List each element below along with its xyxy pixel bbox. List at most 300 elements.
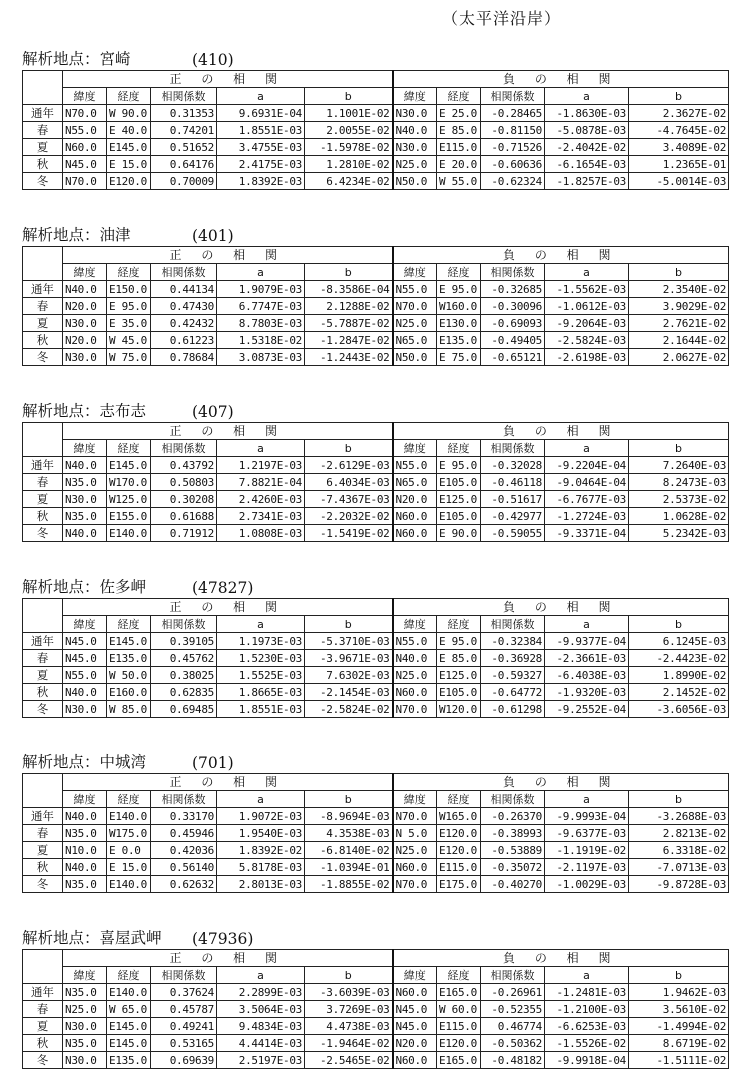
b-cell: 6.3318E-02 xyxy=(629,842,729,859)
lat-cell: N40.0 xyxy=(393,122,437,139)
lat-cell: N10.0 xyxy=(63,842,107,859)
coef-cell: -0.71526 xyxy=(481,139,545,156)
station-name: 解析地点：佐多岬 xyxy=(22,578,147,596)
lat-cell: N40.0 xyxy=(63,808,107,825)
coef-cell: 0.33170 xyxy=(151,808,217,825)
season-cell: 夏 xyxy=(23,315,63,332)
header-row-groups xyxy=(23,774,729,791)
lon-cell: E115.0 xyxy=(437,859,481,876)
lon-cell: E150.0 xyxy=(107,281,151,298)
station-name: 解析地点：油津 xyxy=(22,226,131,244)
b-cell: 7.2640E-03 xyxy=(629,457,729,474)
coef-cell: 0.42432 xyxy=(151,315,217,332)
correlation-table xyxy=(22,949,729,1069)
latitude-header: 緯度 xyxy=(63,967,107,984)
a-cell: -9.0464E-04 xyxy=(545,474,629,491)
b-cell: -3.9671E-03 xyxy=(305,650,393,667)
corner-cell xyxy=(23,440,63,457)
header-row-columns xyxy=(23,616,729,633)
station-heading xyxy=(22,224,728,246)
lat-cell: N40.0 xyxy=(63,525,107,542)
coefficient-header: 相関係数 xyxy=(481,264,545,281)
a-cell: -1.8257E-03 xyxy=(545,173,629,190)
header-row-columns xyxy=(23,967,729,984)
lat-cell: N55.0 xyxy=(63,667,107,684)
lat-cell: N55.0 xyxy=(393,281,437,298)
b-cell: -2.4423E-02 xyxy=(629,650,729,667)
lon-cell: E135.0 xyxy=(107,1052,151,1069)
lat-cell: N30.0 xyxy=(393,105,437,122)
table-row xyxy=(23,315,729,332)
lon-cell: E165.0 xyxy=(437,984,481,1001)
station-heading xyxy=(22,48,728,70)
coefficient-header: 相関係数 xyxy=(481,967,545,984)
longitude-header: 経度 xyxy=(437,264,481,281)
a-cell: -1.2724E-03 xyxy=(545,508,629,525)
lat-cell: N45.0 xyxy=(393,1018,437,1035)
coef-cell: -0.26961 xyxy=(481,984,545,1001)
corner-cell xyxy=(23,950,63,967)
negative-correlation-header: 負 の 相 関 xyxy=(393,247,729,264)
lat-cell: N65.0 xyxy=(393,332,437,349)
header-row-groups xyxy=(23,950,729,967)
coef-cell: 0.38025 xyxy=(151,667,217,684)
header-row-groups xyxy=(23,247,729,264)
coef-cell: -0.26370 xyxy=(481,808,545,825)
season-cell: 春 xyxy=(23,825,63,842)
season-cell: 秋 xyxy=(23,332,63,349)
lat-cell: N50.0 xyxy=(393,349,437,366)
lat-cell: N45.0 xyxy=(63,633,107,650)
lon-cell: E120.0 xyxy=(437,842,481,859)
lon-cell: E 40.0 xyxy=(107,122,151,139)
b-cell: 6.4234E-02 xyxy=(305,173,393,190)
season-cell: 秋 xyxy=(23,859,63,876)
b-cell: 4.3538E-03 xyxy=(305,825,393,842)
lon-cell: W 85.0 xyxy=(107,701,151,718)
lon-cell: E155.0 xyxy=(107,508,151,525)
b-cell: -2.5465E-02 xyxy=(305,1052,393,1069)
a-cell: -1.2481E-03 xyxy=(545,984,629,1001)
header-row-columns xyxy=(23,264,729,281)
lat-cell: N35.0 xyxy=(63,508,107,525)
longitude-header: 経度 xyxy=(107,440,151,457)
lon-cell: E 75.0 xyxy=(437,349,481,366)
table-row xyxy=(23,298,729,315)
coef-cell: 0.37624 xyxy=(151,984,217,1001)
lon-cell: W 45.0 xyxy=(107,332,151,349)
b-cell: 1.8990E-02 xyxy=(629,667,729,684)
season-cell: 春 xyxy=(23,122,63,139)
coef-cell: 0.49241 xyxy=(151,1018,217,1035)
a-header: a xyxy=(545,264,629,281)
table-row xyxy=(23,701,729,718)
correlation-table xyxy=(22,246,729,366)
a-cell: -2.6198E-03 xyxy=(545,349,629,366)
lon-cell: E120.0 xyxy=(437,825,481,842)
b-cell: -2.6129E-03 xyxy=(305,457,393,474)
coefficient-header: 相関係数 xyxy=(151,967,217,984)
b-cell: -1.0394E-01 xyxy=(305,859,393,876)
station-heading xyxy=(22,927,728,949)
lat-cell: N25.0 xyxy=(393,667,437,684)
lon-cell: E125.0 xyxy=(437,667,481,684)
coef-cell: 0.46774 xyxy=(481,1018,545,1035)
coef-cell: -0.50362 xyxy=(481,1035,545,1052)
coef-cell: -0.36928 xyxy=(481,650,545,667)
lon-cell: E120.0 xyxy=(107,173,151,190)
positive-correlation-header: 正 の 相 関 xyxy=(63,599,393,616)
a-cell: 1.8392E-03 xyxy=(217,173,305,190)
a-cell: 1.2197E-03 xyxy=(217,457,305,474)
lon-cell: E105.0 xyxy=(437,474,481,491)
longitude-header: 経度 xyxy=(107,616,151,633)
season-cell: 冬 xyxy=(23,876,63,893)
coef-cell: -0.69093 xyxy=(481,315,545,332)
corner-cell xyxy=(23,967,63,984)
table-row xyxy=(23,349,729,366)
coef-cell: -0.49405 xyxy=(481,332,545,349)
b-cell: -7.4367E-03 xyxy=(305,491,393,508)
coef-cell: 0.70009 xyxy=(151,173,217,190)
coefficient-header: 相関係数 xyxy=(151,616,217,633)
a-header: a xyxy=(545,616,629,633)
b-header: b xyxy=(629,88,729,105)
b-cell: 1.9462E-03 xyxy=(629,984,729,1001)
longitude-header: 経度 xyxy=(107,791,151,808)
b-cell: 6.4034E-03 xyxy=(305,474,393,491)
negative-correlation-header: 負 の 相 関 xyxy=(393,774,729,791)
a-cell: 1.8665E-03 xyxy=(217,684,305,701)
coefficient-header: 相関係数 xyxy=(151,88,217,105)
coef-cell: 0.62835 xyxy=(151,684,217,701)
lon-cell: W125.0 xyxy=(107,491,151,508)
table-row xyxy=(23,457,729,474)
lon-cell: E 85.0 xyxy=(437,122,481,139)
b-cell: -7.0713E-03 xyxy=(629,859,729,876)
season-cell: 春 xyxy=(23,474,63,491)
b-cell: 2.3627E-02 xyxy=(629,105,729,122)
lon-cell: E 95.0 xyxy=(437,281,481,298)
lon-cell: E105.0 xyxy=(437,684,481,701)
coef-cell: 0.62632 xyxy=(151,876,217,893)
lon-cell: E 20.0 xyxy=(437,156,481,173)
a-header: a xyxy=(217,88,305,105)
coef-cell: 0.61688 xyxy=(151,508,217,525)
a-cell: 2.4260E-03 xyxy=(217,491,305,508)
b-cell: 5.2342E-03 xyxy=(629,525,729,542)
lon-cell: W 60.0 xyxy=(437,1001,481,1018)
coef-cell: 0.42036 xyxy=(151,842,217,859)
a-cell: 1.8551E-03 xyxy=(217,701,305,718)
a-header: a xyxy=(217,791,305,808)
b-cell: 1.0628E-02 xyxy=(629,508,729,525)
coef-cell: 0.71912 xyxy=(151,525,217,542)
lon-cell: E 15.0 xyxy=(107,156,151,173)
season-cell: 冬 xyxy=(23,525,63,542)
lon-cell: E145.0 xyxy=(107,457,151,474)
lat-cell: N60.0 xyxy=(393,508,437,525)
a-cell: -5.0878E-03 xyxy=(545,122,629,139)
b-header: b xyxy=(629,264,729,281)
station-code: (401) xyxy=(192,227,234,245)
station-name: 解析地点：喜屋武岬 xyxy=(22,929,162,947)
b-cell: -1.2847E-02 xyxy=(305,332,393,349)
table-row xyxy=(23,139,729,156)
corner-cell xyxy=(23,247,63,264)
coef-cell: -0.30096 xyxy=(481,298,545,315)
a-cell: 9.6931E-04 xyxy=(217,105,305,122)
table-row xyxy=(23,808,729,825)
table-row xyxy=(23,474,729,491)
lon-cell: E140.0 xyxy=(107,984,151,1001)
positive-correlation-header: 正 の 相 関 xyxy=(63,423,393,440)
latitude-header: 緯度 xyxy=(63,791,107,808)
coefficient-header: 相関係数 xyxy=(151,791,217,808)
lat-cell: N20.0 xyxy=(393,491,437,508)
b-cell: 2.0627E-02 xyxy=(629,349,729,366)
longitude-header: 経度 xyxy=(107,264,151,281)
a-cell: 2.7341E-03 xyxy=(217,508,305,525)
a-cell: 2.5197E-03 xyxy=(217,1052,305,1069)
lat-cell: N70.0 xyxy=(393,808,437,825)
coef-cell: 0.39105 xyxy=(151,633,217,650)
lat-cell: N50.0 xyxy=(393,173,437,190)
coef-cell: -0.81150 xyxy=(481,122,545,139)
coef-cell: 0.43792 xyxy=(151,457,217,474)
b-header: b xyxy=(629,791,729,808)
correlation-table xyxy=(22,422,729,542)
lat-cell: N35.0 xyxy=(63,984,107,1001)
lon-cell: E 90.0 xyxy=(437,525,481,542)
coef-cell: -0.51617 xyxy=(481,491,545,508)
coef-cell: 0.78684 xyxy=(151,349,217,366)
a-cell: -9.6377E-03 xyxy=(545,825,629,842)
coef-cell: 0.50803 xyxy=(151,474,217,491)
season-cell: 秋 xyxy=(23,684,63,701)
lat-cell: N60.0 xyxy=(393,859,437,876)
header-row-columns xyxy=(23,88,729,105)
coefficient-header: 相関係数 xyxy=(481,88,545,105)
lat-cell: N25.0 xyxy=(393,315,437,332)
longitude-header: 経度 xyxy=(107,967,151,984)
table-row xyxy=(23,859,729,876)
station-heading xyxy=(22,400,728,422)
corner-cell xyxy=(23,88,63,105)
table-row xyxy=(23,650,729,667)
station-section xyxy=(22,400,728,542)
coefficient-header: 相関係数 xyxy=(481,616,545,633)
station-name: 解析地点：宮崎 xyxy=(22,50,131,68)
a-cell: 1.0808E-03 xyxy=(217,525,305,542)
lat-cell: N30.0 xyxy=(63,1052,107,1069)
b-cell: 2.0055E-02 xyxy=(305,122,393,139)
latitude-header: 緯度 xyxy=(393,616,437,633)
coef-cell: -0.28465 xyxy=(481,105,545,122)
b-cell: 4.4738E-03 xyxy=(305,1018,393,1035)
a-cell: 6.7747E-03 xyxy=(217,298,305,315)
station-code: (407) xyxy=(192,403,234,421)
a-cell: -9.2204E-04 xyxy=(545,457,629,474)
lon-cell: W160.0 xyxy=(437,298,481,315)
lon-cell: W175.0 xyxy=(107,825,151,842)
lon-cell: E 95.0 xyxy=(107,298,151,315)
season-cell: 通年 xyxy=(23,281,63,298)
lon-cell: E135.0 xyxy=(437,332,481,349)
header-row-groups xyxy=(23,423,729,440)
coef-cell: -0.64772 xyxy=(481,684,545,701)
a-cell: -9.2064E-03 xyxy=(545,315,629,332)
lat-cell: N30.0 xyxy=(393,139,437,156)
season-cell: 通年 xyxy=(23,633,63,650)
corner-cell xyxy=(23,423,63,440)
lon-cell: W165.0 xyxy=(437,808,481,825)
lon-cell: W 50.0 xyxy=(107,667,151,684)
a-cell: -1.2100E-03 xyxy=(545,1001,629,1018)
a-cell: 2.2899E-03 xyxy=(217,984,305,1001)
latitude-header: 緯度 xyxy=(63,88,107,105)
corner-cell xyxy=(23,599,63,616)
b-cell: -1.9464E-02 xyxy=(305,1035,393,1052)
lat-cell: N60.0 xyxy=(393,684,437,701)
correlation-table xyxy=(22,598,729,718)
b-cell: -6.8140E-02 xyxy=(305,842,393,859)
header-row-columns xyxy=(23,791,729,808)
coef-cell: 0.56140 xyxy=(151,859,217,876)
a-cell: -9.9993E-04 xyxy=(545,808,629,825)
lat-cell: N30.0 xyxy=(63,701,107,718)
coef-cell: -0.32028 xyxy=(481,457,545,474)
b-header: b xyxy=(629,440,729,457)
season-cell: 通年 xyxy=(23,808,63,825)
lat-cell: N20.0 xyxy=(63,332,107,349)
table-row xyxy=(23,281,729,298)
table-row xyxy=(23,842,729,859)
a-cell: -2.5824E-03 xyxy=(545,332,629,349)
a-header: a xyxy=(217,616,305,633)
lon-cell: E115.0 xyxy=(437,139,481,156)
b-cell: -1.5111E-02 xyxy=(629,1052,729,1069)
coef-cell: -0.38993 xyxy=(481,825,545,842)
table-row xyxy=(23,105,729,122)
coef-cell: 0.45946 xyxy=(151,825,217,842)
correlation-table xyxy=(22,773,729,893)
b-cell: 8.6719E-02 xyxy=(629,1035,729,1052)
coef-cell: 0.44134 xyxy=(151,281,217,298)
table-row xyxy=(23,1018,729,1035)
lon-cell: E175.0 xyxy=(437,876,481,893)
coef-cell: 0.53165 xyxy=(151,1035,217,1052)
lat-cell: N 5.0 xyxy=(393,825,437,842)
negative-correlation-header: 負 の 相 関 xyxy=(393,599,729,616)
lat-cell: N35.0 xyxy=(63,1035,107,1052)
a-cell: 1.9072E-03 xyxy=(217,808,305,825)
lon-cell: E145.0 xyxy=(107,1018,151,1035)
latitude-header: 緯度 xyxy=(63,264,107,281)
coef-cell: 0.30208 xyxy=(151,491,217,508)
negative-correlation-header: 負 の 相 関 xyxy=(393,71,729,88)
station-name: 解析地点：中城湾 xyxy=(22,753,147,771)
lon-cell: W 90.0 xyxy=(107,105,151,122)
season-cell: 春 xyxy=(23,298,63,315)
b-cell: -5.0014E-03 xyxy=(629,173,729,190)
lon-cell: E140.0 xyxy=(107,525,151,542)
a-cell: -1.5562E-03 xyxy=(545,281,629,298)
a-cell: -6.4038E-03 xyxy=(545,667,629,684)
coef-cell: 0.61223 xyxy=(151,332,217,349)
lat-cell: N30.0 xyxy=(63,349,107,366)
lat-cell: N45.0 xyxy=(63,156,107,173)
a-header: a xyxy=(545,791,629,808)
corner-cell xyxy=(23,774,63,791)
b-header: b xyxy=(629,967,729,984)
coef-cell: -0.40270 xyxy=(481,876,545,893)
lat-cell: N25.0 xyxy=(393,842,437,859)
b-cell: 3.4089E-02 xyxy=(629,139,729,156)
a-header: a xyxy=(217,264,305,281)
b-cell: 1.1001E-02 xyxy=(305,105,393,122)
coef-cell: -0.61298 xyxy=(481,701,545,718)
season-cell: 通年 xyxy=(23,457,63,474)
coef-cell: 0.45762 xyxy=(151,650,217,667)
lon-cell: E140.0 xyxy=(107,876,151,893)
coef-cell: -0.59327 xyxy=(481,667,545,684)
a-header: a xyxy=(545,88,629,105)
coef-cell: 0.74201 xyxy=(151,122,217,139)
station-section xyxy=(22,576,728,718)
positive-correlation-header: 正 の 相 関 xyxy=(63,71,393,88)
longitude-header: 経度 xyxy=(107,88,151,105)
b-header: b xyxy=(305,264,393,281)
b-header: b xyxy=(305,967,393,984)
station-code: (410) xyxy=(192,51,234,69)
b-cell: 7.6302E-03 xyxy=(305,667,393,684)
station-heading xyxy=(22,576,728,598)
lon-cell: E130.0 xyxy=(437,315,481,332)
a-cell: 1.8551E-03 xyxy=(217,122,305,139)
season-cell: 夏 xyxy=(23,139,63,156)
b-header: b xyxy=(305,616,393,633)
latitude-header: 緯度 xyxy=(393,967,437,984)
lat-cell: N40.0 xyxy=(393,650,437,667)
coef-cell: -0.59055 xyxy=(481,525,545,542)
b-cell: 2.8213E-02 xyxy=(629,825,729,842)
coef-cell: -0.48182 xyxy=(481,1052,545,1069)
lat-cell: N70.0 xyxy=(393,876,437,893)
lat-cell: N40.0 xyxy=(63,684,107,701)
a-cell: -2.3661E-03 xyxy=(545,650,629,667)
b-cell: -3.2688E-03 xyxy=(629,808,729,825)
longitude-header: 経度 xyxy=(437,88,481,105)
season-cell: 秋 xyxy=(23,156,63,173)
a-cell: -1.0612E-03 xyxy=(545,298,629,315)
longitude-header: 経度 xyxy=(437,967,481,984)
lon-cell: W 55.0 xyxy=(437,173,481,190)
b-cell: 3.7269E-03 xyxy=(305,1001,393,1018)
coef-cell: -0.32384 xyxy=(481,633,545,650)
season-cell: 春 xyxy=(23,1001,63,1018)
coef-cell: -0.65121 xyxy=(481,349,545,366)
table-row xyxy=(23,332,729,349)
coef-cell: -0.42977 xyxy=(481,508,545,525)
b-cell: 1.2365E-01 xyxy=(629,156,729,173)
b-cell: -9.8728E-03 xyxy=(629,876,729,893)
a-cell: 1.1973E-03 xyxy=(217,633,305,650)
corner-cell xyxy=(23,264,63,281)
a-cell: -6.6253E-03 xyxy=(545,1018,629,1035)
table-row xyxy=(23,525,729,542)
b-cell: -1.8855E-02 xyxy=(305,876,393,893)
